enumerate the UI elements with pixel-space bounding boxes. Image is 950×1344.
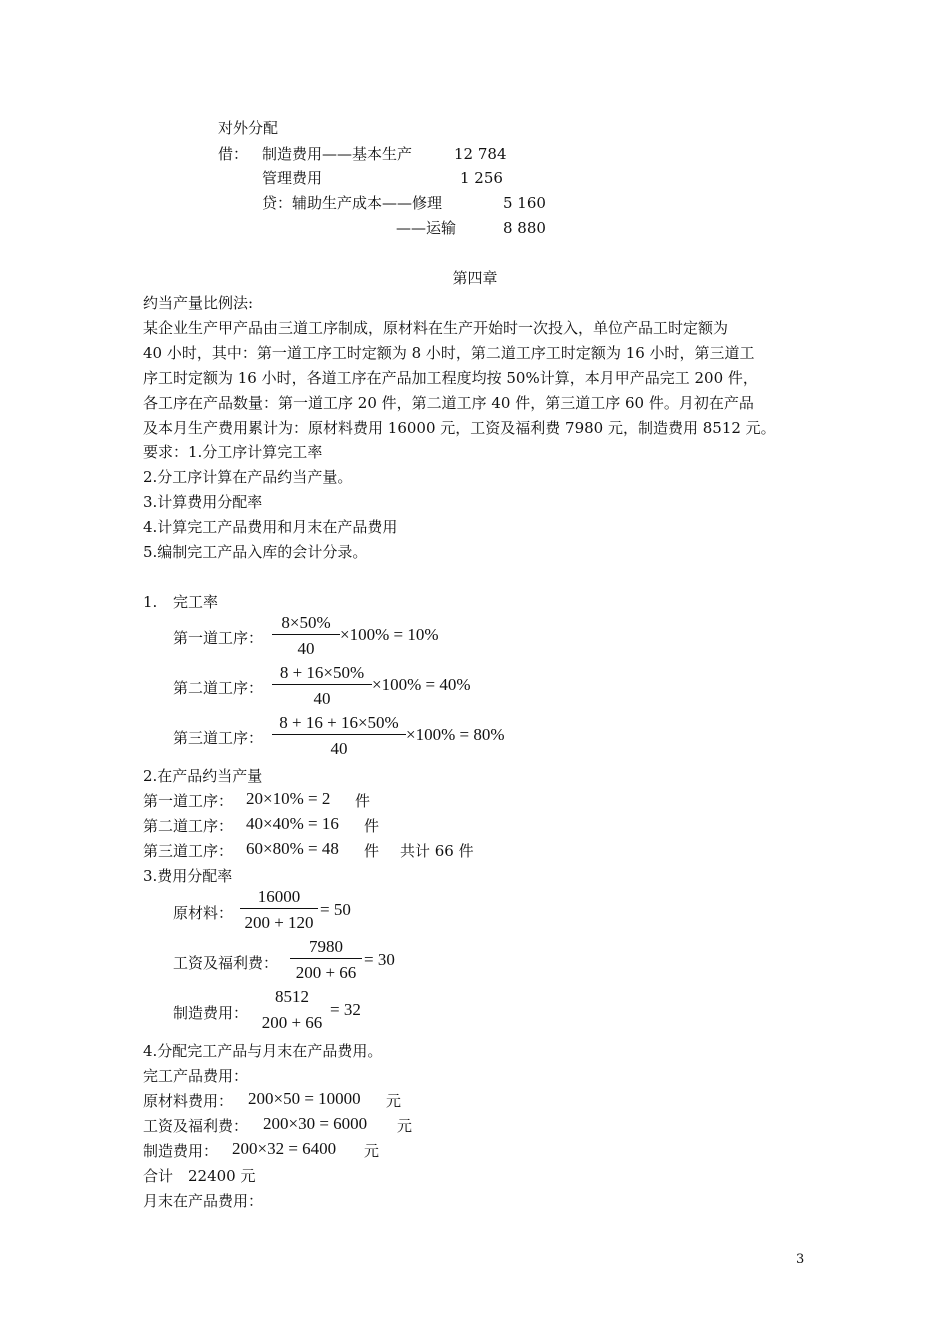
section3-title: 3.费用分配率 — [143, 867, 233, 885]
s4-overhead-label: 制造费用： — [143, 1142, 219, 1160]
problem-line: 及本月生产费用累计为：原材料费用 16000 元，工资及福利费 7980 元，制造费用 8512 元。 — [143, 419, 776, 437]
s4-total: 合计 22400 元 — [143, 1167, 256, 1185]
section1-number: 1. — [143, 593, 158, 611]
requirement-line: 4.计算完工产品费用和月末在产品费用 — [143, 518, 398, 536]
fraction-numerator: 16000 — [257, 887, 301, 906]
s4-wages-unit: 元 — [397, 1117, 413, 1135]
s4-overhead-expr: 200×32 = 6400 — [232, 1139, 337, 1158]
s1-step3-result: ×100% = 80% — [406, 725, 505, 744]
journal-line4-account: ——运输 — [396, 219, 457, 237]
s3-overhead-label: 制造费用： — [173, 1004, 249, 1022]
s1-step2-fraction — [272, 662, 372, 710]
requirement-line: 5.编制完工产品入库的会计分录。 — [143, 543, 368, 561]
journal-line1-amount: 12 784 — [454, 145, 507, 163]
s4-material-label: 原材料费用： — [143, 1092, 234, 1110]
s2-total: 共计 66 件 — [400, 842, 474, 860]
s1-step3-label: 第三道工序： — [173, 729, 264, 747]
journal-line1-account: 制造费用——基本生产 — [262, 145, 413, 163]
s4-material-unit: 元 — [386, 1092, 402, 1110]
s3-material-fraction — [240, 886, 318, 934]
section1-title: 完工率 — [173, 593, 219, 611]
journal-line2-amount: 1 256 — [460, 169, 503, 187]
requirement-line: 2.分工序计算在产品约当产量。 — [143, 468, 353, 486]
requirement-line: 要求：1.分工序计算完工率 — [143, 443, 323, 461]
fraction-numerator: 8×50% — [281, 613, 331, 632]
fraction-denominator: 200 + 120 — [244, 913, 314, 932]
s1-step1-result: ×100% = 10% — [340, 625, 439, 644]
s3-overhead-fraction — [256, 986, 328, 1034]
s2-row3-label: 第三道工序： — [143, 842, 234, 860]
fraction-denominator: 200 + 66 — [295, 963, 357, 982]
s3-overhead-result: = 32 — [330, 1000, 361, 1019]
journal-debit-label: 借： — [218, 145, 249, 163]
s3-wages-result: = 30 — [364, 950, 395, 969]
s2-row1-unit: 件 — [355, 792, 371, 810]
journal-line4-amount: 8 880 — [503, 219, 546, 237]
s4-wip-label: 月末在产品费用： — [143, 1192, 264, 1210]
s4-wages-expr: 200×30 = 6000 — [263, 1114, 368, 1133]
s2-row1-expr: 20×10% = 2 — [246, 789, 331, 808]
s4-wages-label: 工资及福利费： — [143, 1117, 249, 1135]
requirement-line: 3.计算费用分配率 — [143, 493, 263, 511]
problem-line: 序工时定额为 16 小时，各道工序在产品加工程度均按 50%计算，本月甲产品完工 200 件， — [143, 369, 758, 387]
s2-row1-label: 第一道工序： — [143, 792, 234, 810]
s3-material-result: = 50 — [320, 900, 351, 919]
fraction-numerator: 8 + 16 + 16×50% — [279, 713, 399, 732]
s3-wages-label: 工资及福利费： — [173, 954, 279, 972]
s3-wages-fraction — [290, 936, 362, 984]
section4-title: 4.分配完工产品与月末在产品费用。 — [143, 1042, 383, 1060]
method-title: 约当产量比例法: — [143, 294, 254, 312]
journal-heading: 对外分配 — [218, 119, 279, 137]
s2-row2-unit: 件 — [364, 817, 380, 835]
s2-row3-expr: 60×80% = 48 — [246, 839, 339, 858]
s3-material-label: 原材料： — [173, 904, 234, 922]
fraction-denominator: 40 — [313, 689, 331, 708]
fraction-denominator: 40 — [297, 639, 315, 658]
page-number: 3 — [796, 1252, 805, 1267]
s1-step1-fraction — [272, 612, 340, 660]
s1-step3-fraction — [272, 712, 406, 760]
fraction-denominator: 40 — [330, 739, 348, 758]
s2-row2-expr: 40×40% = 16 — [246, 814, 339, 833]
s2-row3-unit: 件 — [364, 842, 380, 860]
problem-line: 各工序在产品数量：第一道工序 20 件，第二道工序 40 件，第三道工序 60 件。月初在产品 — [143, 394, 754, 412]
s4-material-expr: 200×50 = 10000 — [248, 1089, 361, 1108]
s1-step1-label: 第一道工序： — [173, 629, 264, 647]
fraction-numerator: 8512 — [275, 987, 309, 1006]
journal-line2-account: 管理费用 — [262, 169, 323, 187]
s1-step2-result: ×100% = 40% — [372, 675, 471, 694]
problem-line: 40 小时，其中：第一道工序工时定额为 8 小时，第二道工序工时定额为 16 小时，第三道工 — [143, 344, 755, 362]
journal-line3-amount: 5 160 — [503, 194, 546, 212]
fraction-denominator: 200 + 66 — [261, 1013, 323, 1032]
s1-step2-label: 第二道工序： — [173, 679, 264, 697]
journal-line3-account: 贷：辅助生产成本——修理 — [262, 194, 443, 212]
s2-row2-label: 第二道工序： — [143, 817, 234, 835]
fraction-numerator: 8 + 16×50% — [279, 663, 365, 682]
problem-line: 某企业生产甲产品由三道工序制成，原材料在生产开始时一次投入，单位产品工时定额为 — [143, 319, 729, 337]
s4-subtitle: 完工产品费用： — [143, 1067, 249, 1085]
chapter-title: 第四章 — [452, 269, 498, 287]
section2-title: 2.在产品约当产量 — [143, 767, 263, 785]
s4-overhead-unit: 元 — [364, 1142, 380, 1160]
fraction-numerator: 7980 — [309, 937, 343, 956]
